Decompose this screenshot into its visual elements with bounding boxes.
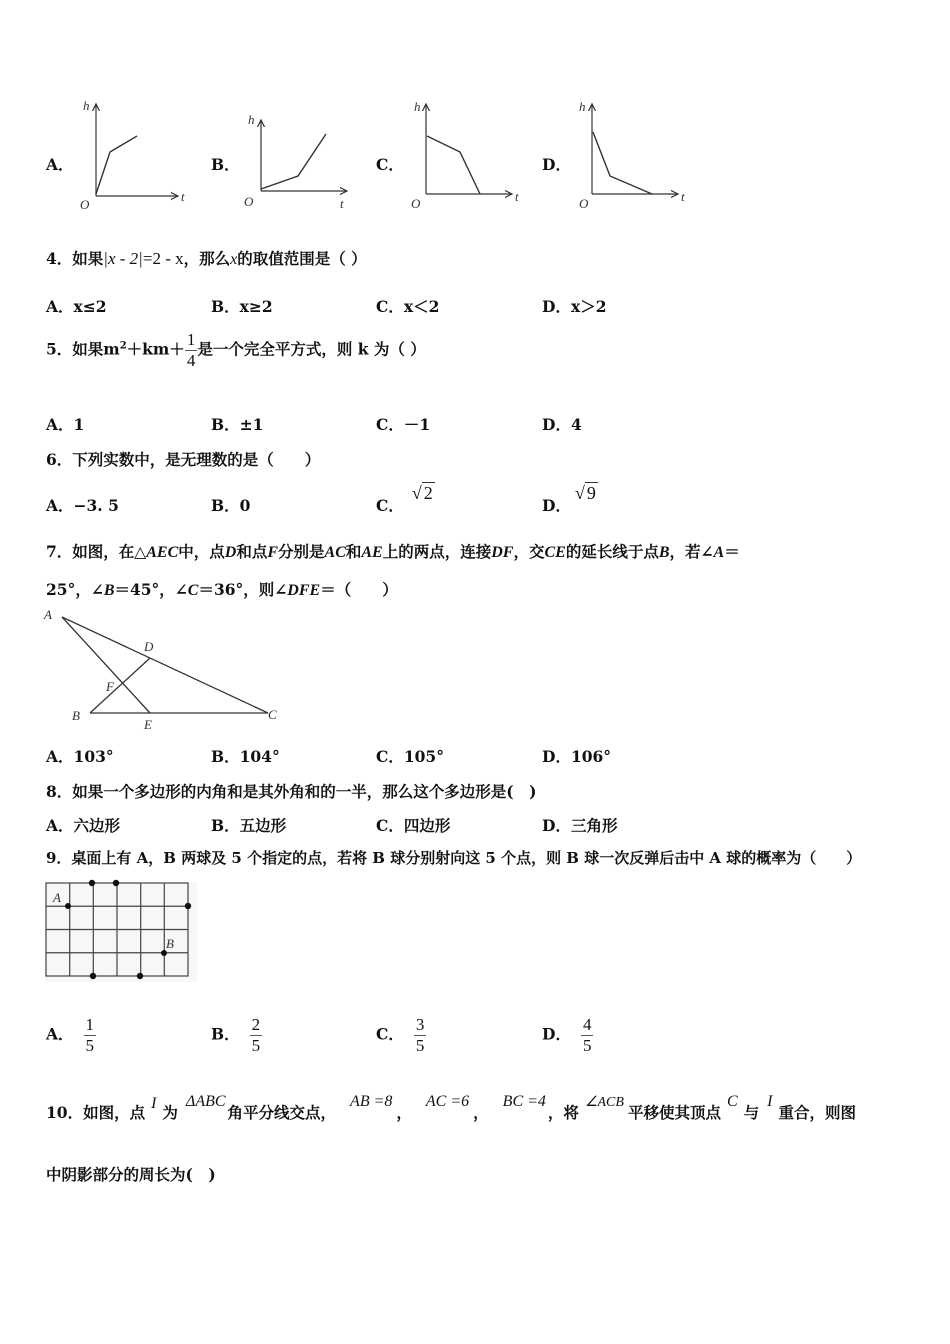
q8-option-d[interactable]: D．三角形: [542, 816, 618, 835]
ball-a-label: A: [53, 890, 61, 905]
graph-b-t-label: t: [340, 196, 344, 211]
q8-option-a[interactable]: A．六边形: [46, 816, 121, 835]
q6-option-d[interactable]: D．√ 9: [542, 483, 596, 515]
q4-option-d[interactable]: D．x＞2: [542, 297, 607, 316]
target-point-1: [89, 880, 95, 886]
target-point-2: [113, 880, 119, 886]
q5-option-b[interactable]: B．±1: [211, 415, 264, 434]
vertex-a-label: A: [44, 607, 52, 622]
graph-option-c-label: C．: [376, 155, 404, 174]
q5-option-a[interactable]: A．1: [46, 415, 85, 434]
graph-option-d-label: D．: [542, 155, 571, 174]
q6-sqrt-2: √ 2: [411, 483, 433, 503]
graph-b-origin-label: O: [244, 194, 254, 209]
q4-option-b[interactable]: B．x≥2: [211, 297, 273, 316]
q4-tail-text: 的取值范围是（ ）: [237, 249, 367, 268]
vertex-c-label: C: [268, 707, 277, 722]
graph-c-h-label: h: [414, 99, 421, 114]
graph-c: [411, 99, 519, 211]
question-7-line-1: 7．如图，在△AEC中，点D和点F分别是AC和AE上的两点，连接DF，交CE的延长线于点B，若∠A＝: [46, 542, 740, 561]
question-7-line-2: 25°，∠B＝45°，∠C＝36°，则∠DFE＝（ ）: [46, 580, 398, 599]
graph-c-line: [427, 136, 480, 194]
q5-option-d[interactable]: D．4: [542, 415, 582, 434]
graph-option-b-label: B．: [211, 155, 240, 174]
q6-sqrt-9: √ 9: [574, 483, 596, 503]
graph-b: [244, 112, 347, 211]
graph-d-h-label: h: [579, 99, 586, 114]
q6-option-b[interactable]: B．0: [211, 496, 251, 515]
question-5: 5．如果$m^2+km+$ $\frac{1}{4}$ 是一个完全平方式，则 k 为（ ）: [46, 330, 426, 370]
q9-option-d[interactable]: D． $\frac{4}{5}$: [542, 1015, 592, 1055]
q5-tail-text: 是一个完全平方式，则 k 为（ ）: [197, 339, 426, 359]
ball-a: [65, 903, 71, 909]
q4-mid-text: ，那么: [183, 249, 231, 268]
graph-c-origin-label: O: [411, 196, 421, 211]
question-10-line-2: 中阴影部分的周长为( ): [46, 1165, 216, 1184]
q4-rhs-expr: =2 - x: [142, 249, 184, 268]
graph-d-origin-label: O: [579, 196, 589, 211]
q7-option-a[interactable]: A．103°: [46, 747, 114, 766]
segment-bd: [90, 658, 150, 713]
q9-option-c[interactable]: C． $\frac{3}{5}$: [376, 1015, 425, 1055]
q4-var: x: [230, 251, 238, 268]
graph-a-t-label: t: [181, 189, 185, 204]
q8-option-b[interactable]: B．五边形: [211, 816, 287, 835]
graph-option-a-label: A．: [46, 155, 74, 174]
graph-d-t-label: t: [681, 189, 685, 204]
q5-number: 5．如果: [46, 339, 104, 359]
q4-option-a[interactable]: A．x≤2: [46, 297, 107, 316]
q5-fraction: $\frac{1}{4}$: [186, 330, 196, 370]
q8-option-c[interactable]: C．四边形: [376, 816, 451, 835]
vertex-b-label: B: [72, 708, 80, 723]
graph-b-line: [261, 134, 326, 189]
vertex-f-label: F: [106, 679, 114, 694]
segment-ac: [62, 617, 268, 713]
q7-triangle-figure: [40, 603, 290, 735]
graph-a-origin-label: O: [80, 197, 90, 212]
q7-option-b[interactable]: B．104°: [211, 747, 280, 766]
q9-option-a[interactable]: A． $\frac{1}{5}$: [46, 1015, 95, 1055]
graph-c-t-label: t: [515, 189, 519, 204]
q6-option-a[interactable]: A．−3. 5: [46, 496, 119, 515]
vertex-e-label: E: [144, 717, 152, 732]
q7-option-d[interactable]: D．106°: [542, 747, 612, 766]
question-8: 8．如果一个多边形的内角和是其外角和的一半，那么这个多边形是( ): [46, 782, 537, 801]
q4-abs-expr: |x - 2|: [103, 249, 143, 268]
question-10-line-1: 10．如图，点 I 为ΔABC角平分线交点，AB =8，AC =6，BC =4，将∠ACB平移使其顶点C与I重合，则图: [46, 1093, 856, 1122]
question-9: 9．桌面上有 A，B 两球及 5 个指定的点，若将 B 球分别射向这 5 个点，则 B 球一次反弹后击中 A 球的概率为（ ）: [46, 849, 862, 867]
q5-option-c[interactable]: C．－1: [376, 415, 431, 434]
target-point-3: [185, 903, 191, 909]
graph-b-h-label: h: [248, 112, 255, 127]
question-6: 6．下列实数中，是无理数的是（ ）: [46, 450, 321, 469]
q6-option-c[interactable]: C．√ 2: [376, 483, 433, 515]
q9-option-b[interactable]: B． $\frac{2}{5}$: [211, 1015, 261, 1055]
q4-option-c[interactable]: C．x＜2: [376, 297, 440, 316]
q4-number: 4．如果: [46, 249, 104, 268]
ball-b-label: B: [166, 936, 174, 951]
question-4: [46, 247, 367, 269]
graph-options-figure: [0, 90, 950, 220]
vertex-d-label: D: [144, 639, 154, 654]
graph-d-line: [593, 132, 652, 194]
graph-a: [80, 98, 185, 212]
target-point-4: [90, 973, 96, 979]
graph-a-line: [96, 136, 137, 194]
q9-grid-figure: [43, 878, 199, 986]
target-point-5: [137, 973, 143, 979]
graph-a-h-label: h: [83, 98, 90, 113]
q7-option-c[interactable]: C．105°: [376, 747, 444, 766]
graph-d: [579, 99, 685, 211]
